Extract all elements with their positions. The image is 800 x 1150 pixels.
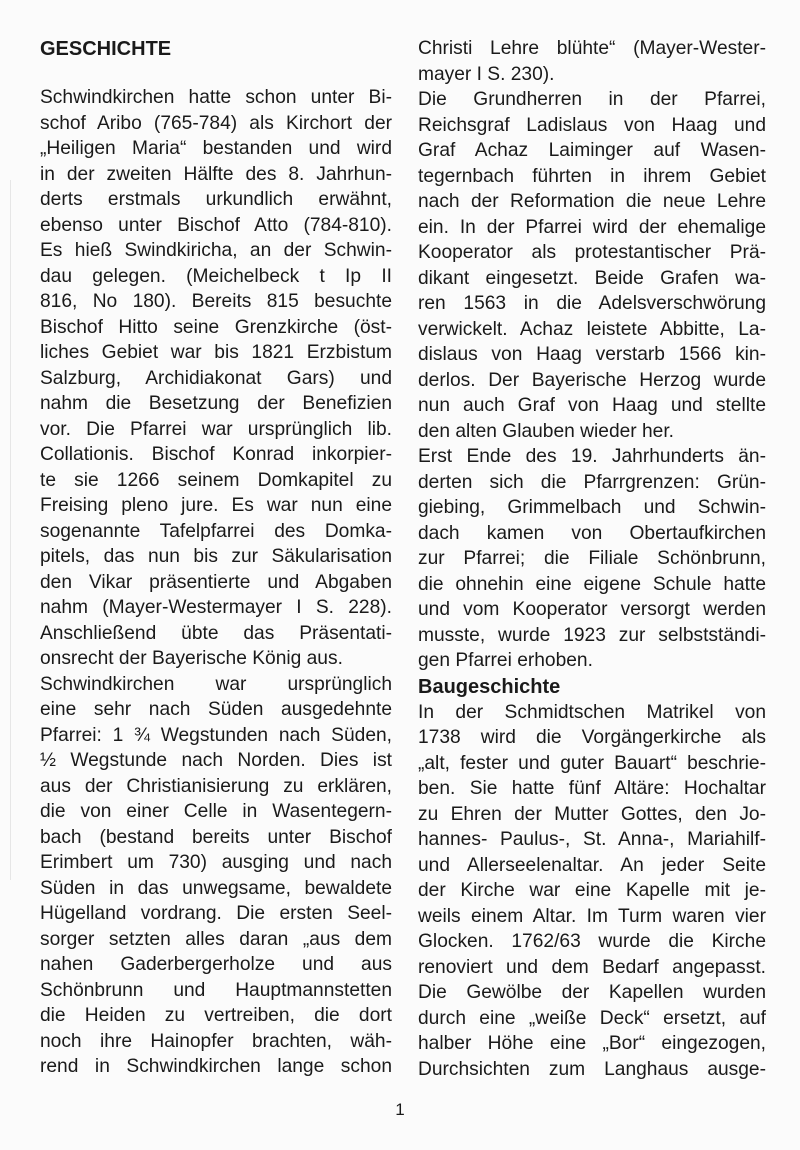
page-number: 1 bbox=[395, 1100, 405, 1119]
text-line: ½ Wegstunde nach Norden. Dies ist bbox=[40, 750, 392, 771]
text-line: dislaus von Haag verstarb 1566 kin- bbox=[418, 344, 766, 365]
text-line: Freising pleno jure. Es war nun eine bbox=[40, 495, 392, 516]
text-line: Graf Achaz Laiminger auf Wasen- bbox=[418, 140, 766, 161]
text-line: aus der Christianisierung zu erklären, bbox=[40, 775, 392, 797]
text-line: nach der Reformation die neue Lehre bbox=[418, 191, 766, 212]
text-line: Bischof Hitto seine Grenzkirche (öst- bbox=[40, 316, 392, 338]
text-line: Durchsichten zum Langhaus ausge- bbox=[418, 1058, 766, 1080]
text-line: Süden in das unwegsame, bewaldete bbox=[40, 877, 392, 899]
text-line: derts erstmals urkundlich erwähnt, bbox=[40, 189, 392, 210]
text-line: und Allerseelenaltar. An jeder Seite bbox=[418, 854, 766, 876]
text-line: dau gelegen. (Meichelbeck t Ip II bbox=[40, 265, 392, 287]
text-line: weils einem Altar. Im Turm waren vier bbox=[418, 905, 766, 927]
text-line: Anschließend übte das Präsentati- bbox=[40, 622, 392, 644]
text-line: in der zweiten Hälfte des 8. Jahrhun- bbox=[40, 163, 392, 185]
text-line: den alten Glauben wieder her. bbox=[418, 420, 675, 442]
text-line: gen Pfarrei erhoben. bbox=[418, 650, 593, 671]
text-line: „alt, fester und guter Bauart“ beschrie- bbox=[418, 752, 766, 774]
text-line: bach (bestand bereits unter Bischof bbox=[40, 826, 392, 848]
text-line: Glocken. 1762/63 wurde die Kirche bbox=[418, 931, 766, 952]
text-line: hannes- Paulus-, St. Anna-, Mariahilf- bbox=[418, 829, 766, 850]
right-column bbox=[418, 36, 766, 1082]
text-line: dach kamen von Obertaufkirchen bbox=[418, 522, 766, 544]
text-line: Christi Lehre blühte“ (Mayer-Wester- bbox=[418, 38, 766, 59]
text-line: Die Grundherren in der Pfarrei, bbox=[418, 89, 766, 110]
text-line: ben. Sie hatte fünf Altäre: Hochaltar bbox=[418, 778, 766, 799]
text-line: Reichsgraf Ladislaus von Haag und bbox=[418, 114, 766, 136]
section-heading-geschichte: GESCHICHTE bbox=[40, 38, 172, 60]
text-line: vor. Die Pfarrei war ursprünglich lib. bbox=[40, 418, 392, 440]
text-line: nahen Gaderbergerholze und aus bbox=[40, 954, 392, 975]
text-line: die von einer Celle in Wasentegern- bbox=[40, 801, 392, 822]
text-line: dikant eingesetzt. Beide Grafen wa- bbox=[418, 267, 766, 289]
text-line: Kooperator als protestantischer Prä- bbox=[418, 242, 766, 263]
text-line: zu Ehren der Mutter Gottes, den Jo- bbox=[418, 803, 766, 825]
text-line: In der Schmidtschen Matrikel von bbox=[418, 701, 766, 723]
text-line: Schönbrunn und Hauptmannstetten bbox=[40, 979, 392, 1001]
text-line: Pfarrei: 1 ¾ Wegstunden nach Süden, bbox=[40, 724, 392, 746]
text-line: ebenso unter Bischof Atto (784-810). bbox=[40, 214, 392, 236]
text-line: Erst Ende des 19. Jahrhunderts än- bbox=[418, 446, 766, 467]
text-line: eine sehr nach Süden ausgedehnte bbox=[40, 699, 392, 720]
text-line: rend in Schwindkirchen lange schon bbox=[40, 1056, 392, 1077]
left-column bbox=[40, 36, 392, 1080]
text-line: „Heiligen Maria“ bestanden und wird bbox=[40, 138, 392, 159]
text-line: 816, No 180). Bereits 815 besuchte bbox=[40, 291, 392, 312]
text-line: pitels, das nun bis zur Säkularisation bbox=[40, 546, 392, 567]
text-line: zur Pfarrei; die Filiale Schönbrunn, bbox=[418, 548, 766, 569]
text-line: und vom Kooperator versorgt werden bbox=[418, 599, 766, 620]
text-line: Schwindkirchen hatte schon unter Bi- bbox=[40, 87, 392, 108]
text-line: die ohnehin eine eigene Schule hatte bbox=[418, 573, 766, 595]
text-line: nahm die Besetzung der Benefizien bbox=[40, 393, 392, 414]
text-line: Collationis. Bischof Konrad inkorpier- bbox=[40, 444, 392, 465]
text-line: sorger setzten alles daran „aus dem bbox=[40, 928, 392, 950]
text-line: Die Gewölbe der Kapellen wurden bbox=[418, 982, 766, 1003]
text-line: Erimbert um 730) ausging und nach bbox=[40, 852, 392, 873]
text-line: mayer I S. 230). bbox=[418, 63, 555, 85]
text-line: te sie 1266 seinem Domkapitel zu bbox=[40, 469, 392, 491]
text-line: nahm (Mayer-Westermayer I S. 228). bbox=[40, 597, 392, 618]
text-line: schof Aribo (765-784) als Kirchort der bbox=[40, 112, 392, 134]
text-line: noch ihre Hainopfer brachten, wäh- bbox=[40, 1030, 392, 1052]
text-line: der Kirche war eine Kapelle mit je- bbox=[418, 880, 766, 901]
text-line: sogenannte Tafelpfarrei des Domka- bbox=[40, 520, 392, 542]
text-line: Es hieß Swindkiricha, an der Schwin- bbox=[40, 240, 392, 261]
text-line: derten sich die Pfarrgrenzen: Grün- bbox=[418, 471, 766, 493]
section-heading-baugeschichte: Baugeschichte bbox=[418, 675, 561, 698]
text-line: verwickelt. Achaz leistete Abbitte, La- bbox=[418, 318, 766, 340]
text-line: renoviert und dem Bedarf angepasst. bbox=[418, 956, 766, 978]
text-line: Schwindkirchen war ursprünglich bbox=[40, 673, 392, 695]
text-line: musste, wurde 1923 zur selbstständi- bbox=[418, 624, 766, 646]
text-line: Hügelland vordrang. Die ersten Seel- bbox=[40, 903, 392, 924]
text-line: derlos. Der Bayerische Herzog wurde bbox=[418, 369, 766, 391]
text-line: ein. In der Pfarrei wird der ehemalige bbox=[418, 216, 766, 238]
text-line: ren 1563 in die Adelsverschwörung bbox=[418, 293, 766, 314]
text-line: liches Gebiet war bis 1821 Erzbistum bbox=[40, 342, 392, 363]
text-line: die Heiden zu vertreiben, die dort bbox=[40, 1005, 392, 1026]
text-line: 1738 wird die Vorgängerkirche als bbox=[418, 727, 766, 748]
text-line: halber Höhe eine „Bor“ eingezogen, bbox=[418, 1033, 766, 1054]
text-line: nun auch Graf von Haag und stellte bbox=[418, 395, 766, 416]
text-line: den Vikar präsentierte und Abgaben bbox=[40, 571, 392, 593]
text-line: tegernbach führten in ihrem Gebiet bbox=[418, 165, 766, 187]
text-line: Salzburg, Archidiakonat Gars) und bbox=[40, 367, 392, 389]
text-line: onsrecht der Bayerische König aus. bbox=[40, 648, 343, 669]
page-margin-shadow bbox=[10, 180, 11, 880]
text-line: durch eine „weiße Deck“ ersetzt, auf bbox=[418, 1007, 766, 1029]
text-line: giebing, Grimmelbach und Schwin- bbox=[418, 497, 766, 518]
